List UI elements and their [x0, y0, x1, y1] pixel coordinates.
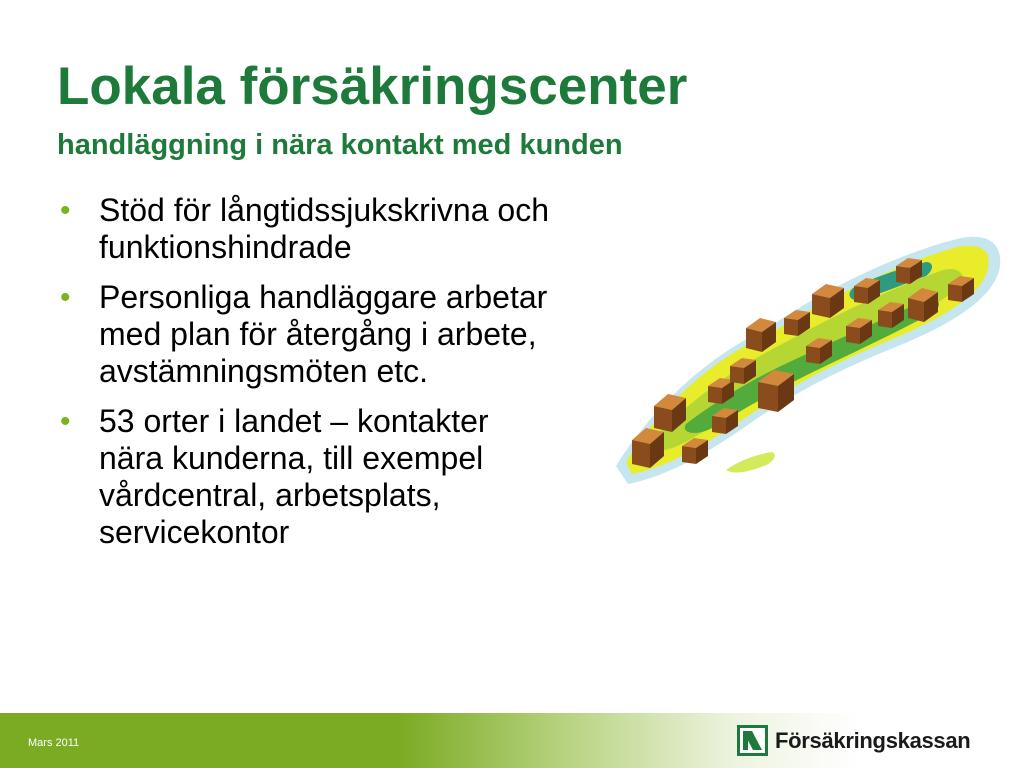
- forsakringskassan-logo: [737, 725, 970, 756]
- bullet-line: Stöd för långtidssjukskrivna och: [99, 192, 549, 228]
- bullet-item: [60, 279, 680, 390]
- bullet-text: [99, 403, 489, 551]
- bullet-line: nära kunderna, till exempel: [99, 440, 484, 476]
- bullet-line: funktionshindrade: [99, 229, 352, 265]
- bullet-marker: •: [60, 405, 71, 438]
- bullet-item: [60, 403, 680, 551]
- bullet-line: servicekontor: [99, 514, 290, 550]
- bullet-text: [99, 279, 547, 390]
- bullet-marker: •: [60, 194, 71, 227]
- logo-mark-icon: [737, 725, 768, 756]
- slide-title: Lokala försäkringscenter: [57, 57, 688, 116]
- footer-date: Mars 2011: [28, 737, 80, 749]
- houses-landscape-illustration: [608, 218, 1004, 490]
- bullet-line: 53 orter i landet – kontakter: [99, 403, 489, 439]
- bullet-line: avstämningsmöten etc.: [99, 353, 429, 389]
- logo-text: Försäkringskassan: [775, 727, 971, 753]
- bullet-line: Personliga handläggare arbetar: [99, 279, 548, 315]
- bullet-text: [99, 192, 549, 266]
- bullet-item: [60, 192, 680, 266]
- bullet-line: vårdcentral, arbetsplats,: [99, 477, 441, 513]
- bullet-marker: •: [60, 281, 71, 314]
- bullet-list: [60, 192, 680, 564]
- bullet-line: med plan för återgång i arbete,: [99, 316, 537, 352]
- slide-subtitle: handläggning i nära kontakt med kunden: [57, 129, 623, 161]
